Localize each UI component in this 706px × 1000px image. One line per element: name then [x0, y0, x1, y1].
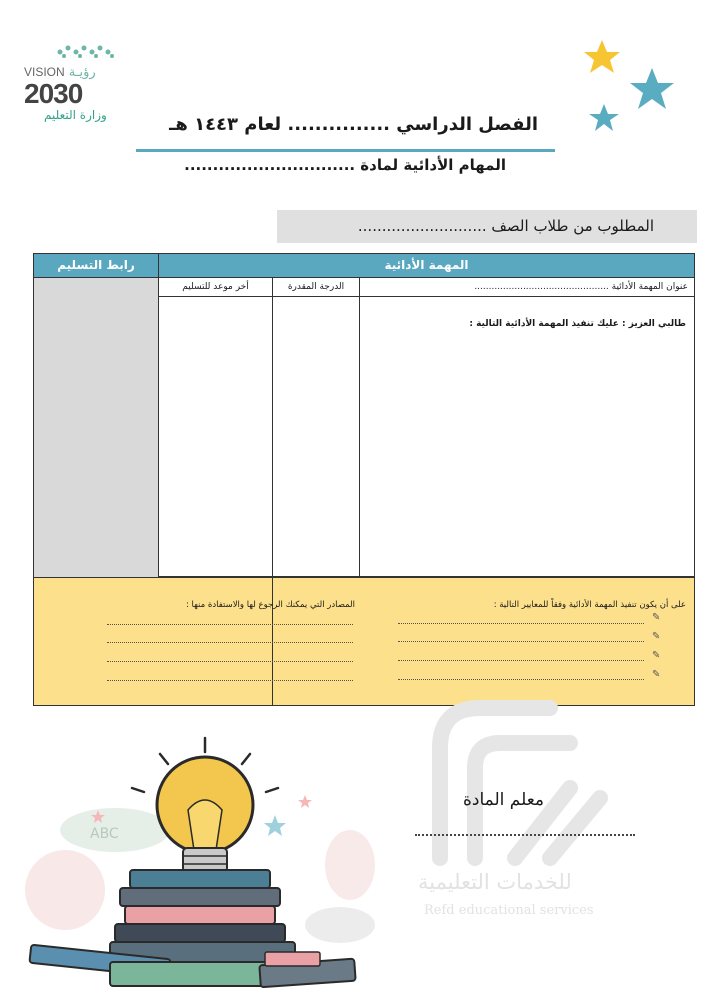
deadline-header: أخر موعد للتسليم — [159, 278, 273, 297]
task-table — [33, 253, 695, 706]
sources-heading: المصادر التي يمكنك الرجوع لها والاستفادة منها : — [185, 600, 355, 610]
task-column-header: المهمة الأدائية — [159, 254, 695, 278]
sources-line-3[interactable] — [107, 661, 353, 662]
yellow-star-icon — [584, 40, 620, 73]
sources-line-4[interactable] — [107, 680, 353, 681]
blue-star-icon — [630, 68, 674, 109]
deadline-cell[interactable] — [159, 297, 273, 577]
watermark-arabic: للخدمات التعليمية — [418, 870, 572, 894]
abc-cloud-text: ABC — [90, 826, 119, 842]
criteria-line-2[interactable] — [398, 641, 644, 642]
refd-logo-watermark — [400, 688, 615, 888]
logo-vision: VISION رؤيـة — [24, 64, 96, 79]
pencil-icon: ✎ — [652, 669, 661, 680]
criteria-line-3[interactable] — [398, 660, 644, 661]
watermark-english: Refd educational services — [424, 903, 594, 918]
title-divider — [136, 149, 555, 152]
grade-header: الدرجة المقدرة — [273, 278, 360, 297]
criteria-line-4[interactable] — [398, 679, 644, 680]
stars-decoration — [580, 38, 680, 138]
grade-cell[interactable] — [273, 297, 360, 577]
lightbulb-books-illustration — [20, 730, 390, 995]
teacher-signature-line[interactable] — [415, 834, 635, 836]
sources-line-1[interactable] — [107, 624, 353, 625]
sources-line-2[interactable] — [107, 642, 353, 643]
task-prompt: طالبي العزيز : عليك تنفيذ المهمة الأدائية التالية : — [360, 297, 695, 577]
criteria-heading: على أن يكون تنفيذ المهمة الأدائية وفقاً للمعايير التالية : — [493, 600, 686, 610]
task-title-header: عنوان المهمة الأدائية ............................................... — [360, 278, 695, 297]
small-blue-star-icon — [589, 104, 619, 131]
teacher-label: معلم المادة — [463, 790, 545, 810]
required-from-text: المطلوب من طلاب الصف ........................... — [357, 217, 654, 235]
link-column-header: رابط التسليم — [34, 254, 159, 278]
pencil-icon: ✎ — [652, 612, 661, 623]
pencil-icon: ✎ — [652, 631, 661, 642]
subject-title: المهام الأدائية لمادة .............................. — [184, 156, 506, 174]
vision-dots-icon — [56, 42, 116, 62]
submission-link-cell[interactable] — [34, 278, 159, 578]
logo-ministry: وزارة التعليم — [44, 108, 107, 122]
criteria-line-1[interactable] — [398, 623, 644, 624]
pencil-icon: ✎ — [652, 650, 661, 661]
logo-year: 2030 — [24, 78, 83, 109]
term-title: الفصل الدراسي ............... لعام ١٤٤٣ هـ — [169, 114, 538, 135]
